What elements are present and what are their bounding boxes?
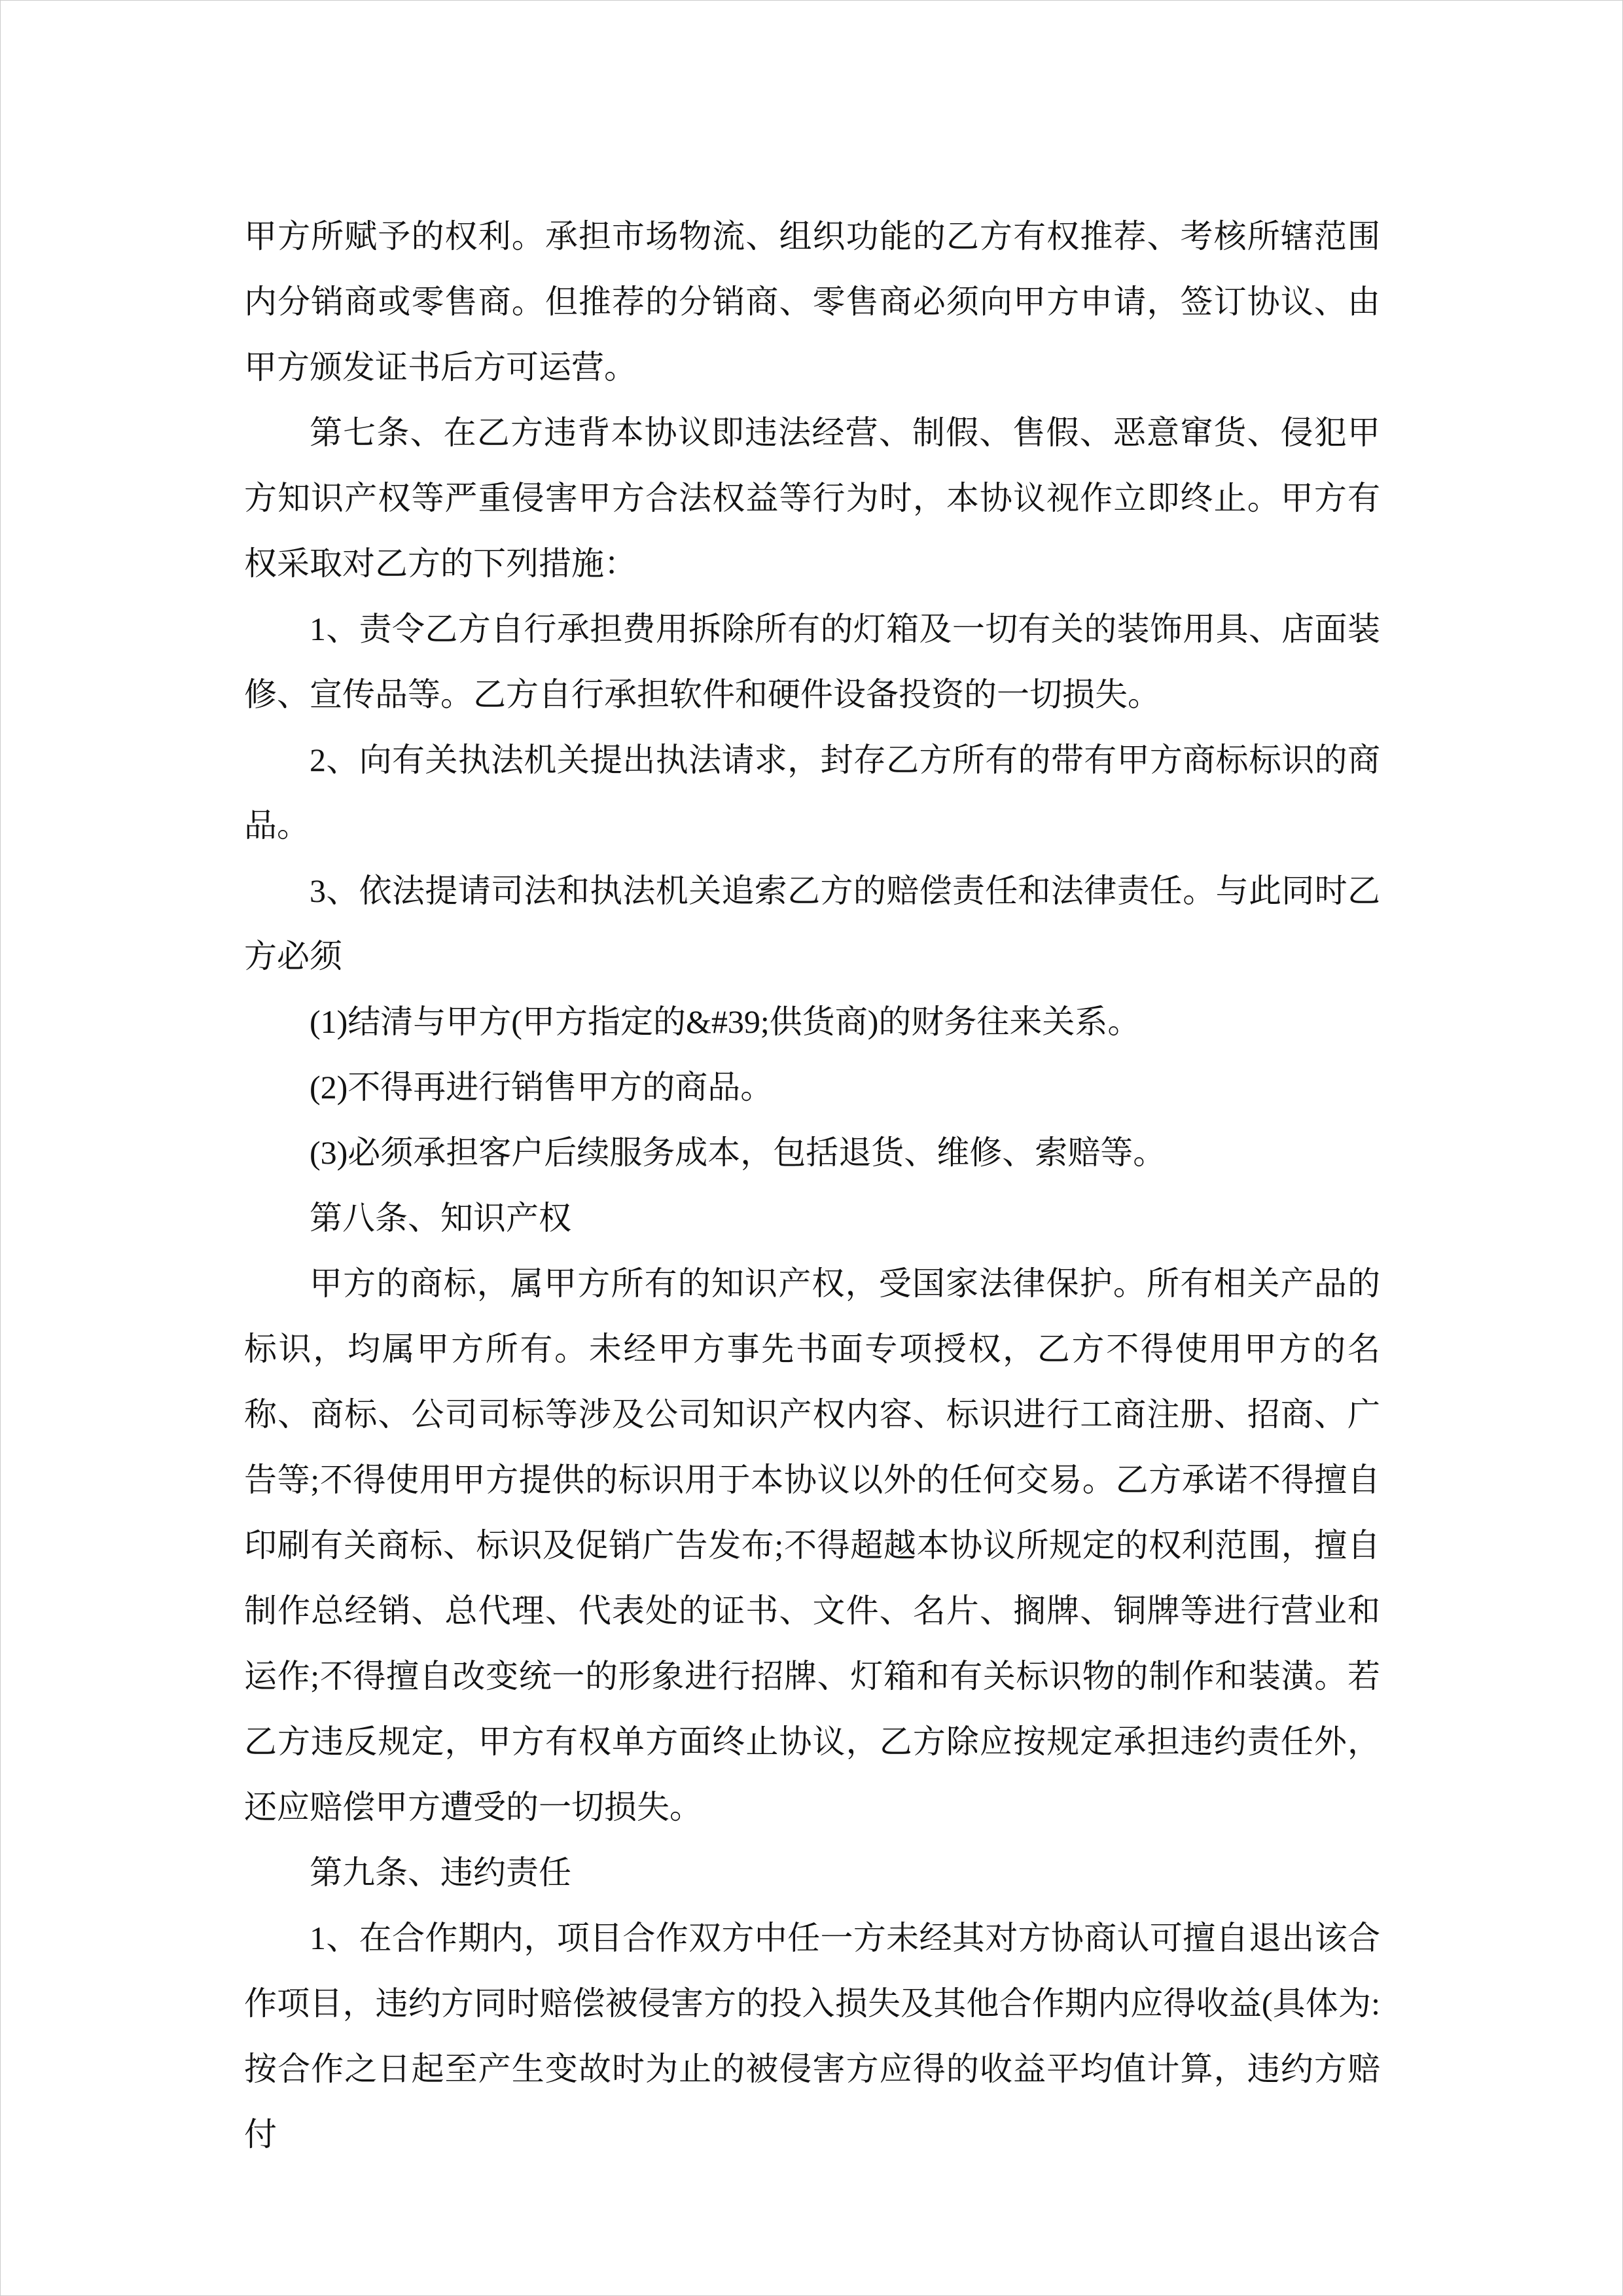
paragraph-article-7-subitem-1: (1)结清与甲方(甲方指定的&#39;供货商)的财务往来关系。: [310, 1003, 1141, 1040]
paragraph-article-7-item-3: 3、依法提请司法和执法机关追索乙方的赔偿责任和法律责任。与此同时乙方必须: [244, 872, 1380, 975]
paragraph-article-8-heading: 第八条、知识产权: [310, 1200, 571, 1236]
paragraph-continuation: 甲方所赋予的权利。承担市场物流、组织功能的乙方有权推荐、考核所辖范围内分销商或零售商。但推荐的分销商、零售商必须向甲方申请，签订协议、由甲方颁发证书后方可运营。: [244, 218, 1380, 386]
paragraph-article-7-item-1: 1、责令乙方自行承担费用拆除所有的灯箱及一切有关的装饰用具、店面装修、宣传品等。乙方自行承担软件和硬件设备投资的一切损失。: [244, 611, 1380, 713]
paragraph-article-7-item-2: 2、向有关执法机关提出执法请求，封存乙方所有的带有甲方商标标识的商品。: [244, 742, 1380, 844]
paragraph-article-8-body: 甲方的商标，属甲方所有的知识产权，受国家法律保护。所有相关产品的标识，均属甲方所有。未经甲方事先书面专项授权，乙方不得使用甲方的名称、商标、公司司标等涉及公司知识产权内容、标识进行工商注册、招商、广告等;不得使用甲方提供的标识用于本协议以外的任何交易。乙方承诺不得擅自印刷有关商标、标识及促销广告发布;不得超越本协议所规定的权利范围，擅自制作总经销、总代理、代表处的证书、文件、名片、搁牌、铜牌等进行营业和运作;不得擅自改变统一的形象进行招牌、灯箱和有关标识物的制作和装潢。若乙方违反规定，甲方有权单方面终止协议，乙方除应按规定承担违约责任外，还应赔偿甲方遭受的一切损失。: [244, 1265, 1380, 1825]
paragraph-article-7-subitem-3: (3)必须承担客户后续服务成本，包括退货、维修、索赔等。: [310, 1134, 1166, 1171]
paragraph-article-7-subitem-2: (2)不得再进行销售甲方的商品。: [310, 1069, 774, 1105]
paragraph-article-7: 第七条、在乙方违背本协议即违法经营、制假、售假、恶意窜货、侵犯甲方知识产权等严重侵害甲方合法权益等行为时，本协议视作立即终止。甲方有权采取对乙方的下列措施：: [244, 414, 1380, 582]
paragraph-article-9-item-1: 1、在合作期内，项目合作双方中任一方未经其对方协商认可擅自退出该合作项目，违约方同时赔偿被侵害方的投入损失及其他合作期内应得收益(具体为:按合作之日起至产生变故时为止的被侵害方应得的收益平均值计算，违约方赔付: [244, 1920, 1380, 2153]
paragraph-article-9-heading: 第九条、违约责任: [310, 1854, 571, 1891]
